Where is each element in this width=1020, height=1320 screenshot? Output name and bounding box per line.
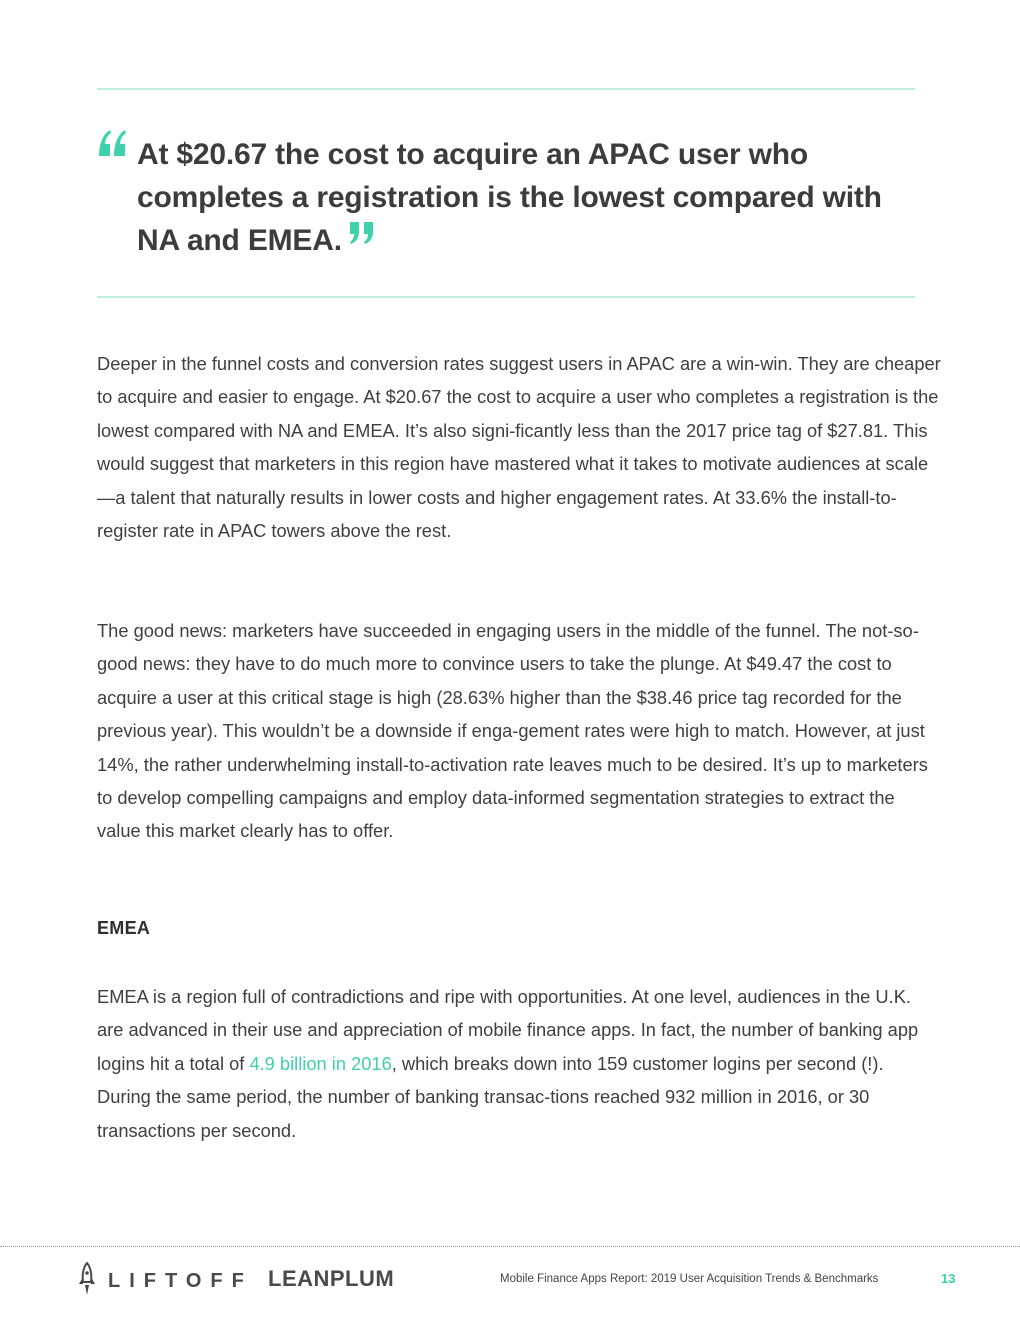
- paragraph-emea-text-end: , which breaks down into 159 customer logins per second (!). During the same period, the number of banking transac-tions reached 932 million in 2016, or 30 transactions per second.: [97, 1052, 884, 1141]
- pull-quote-text: At $20.67 the cost to acquire an APAC user who completes a registration is the lowest compared with NA and EMEA.: [137, 138, 882, 257]
- close-quote-icon: [348, 220, 376, 244]
- open-quote-icon: [97, 128, 127, 160]
- liftoff-logo: [78, 1262, 253, 1300]
- paragraph-apac-funnel: Deeper in the funnel costs and conversion rates suggest users in APAC are a win-win. They are cheaper to acquire and easier to engage. At $20.67 the cost to acquire a user who completes a registration is the lowest compared with NA and EMEA. It’s also signi-ficantly less than the 2017 price tag of $27.81. This would suggest that marketers in this region have mastered what it takes to motivate audiences at scale—a talent that naturally results in lower costs and higher engagement rates. At 33.6% the install-to-register rate in APAC towers above the rest.: [97, 353, 941, 542]
- bottom-divider: [97, 296, 915, 298]
- leanplum-logo: LEANPLUM: [268, 1266, 395, 1291]
- paragraph-emea: [97, 980, 942, 1147]
- section-heading-emea: EMEA: [97, 918, 151, 938]
- paragraph-emea-text-start: EMEA is a region full of contradictions and ripe with opportunities. At one level, audiences in the U.K. are advanced in their use and appreciation of mobile finance apps. In fact, the number of banking app logins hit a total of: [97, 986, 919, 1074]
- top-divider: [97, 88, 915, 90]
- page-number: 13: [941, 1271, 956, 1286]
- liftoff-wordmark: LIFTOFF: [108, 1269, 253, 1292]
- footer-divider: [0, 1246, 1020, 1247]
- rocket-icon: [78, 1262, 96, 1300]
- footer-report-title: Mobile Finance Apps Report: 2019 User Acquisition Trends & Benchmarks: [500, 1273, 879, 1285]
- paragraph-good-news: The good news: marketers have succeeded in engaging users in the middle of the funnel. The not-so-good news: they have to do much more to convince users to take the plunge. At $49.47 the cost to acquire a user at this critical stage is high (28.63% higher than the $38.46 price tag recorded for the previous year). This wouldn’t be a downside if enga-gement rates were high to match. However, at just 14%, the rather underwhelming install-to-activation rate leaves much to be desired. It’s up to marketers to develop compelling campaigns and employ data-informed segmentation strategies to extract the value this market clearly has to offer.: [97, 620, 928, 842]
- banking-logins-link[interactable]: 4.9 billion in 2016: [249, 1052, 392, 1074]
